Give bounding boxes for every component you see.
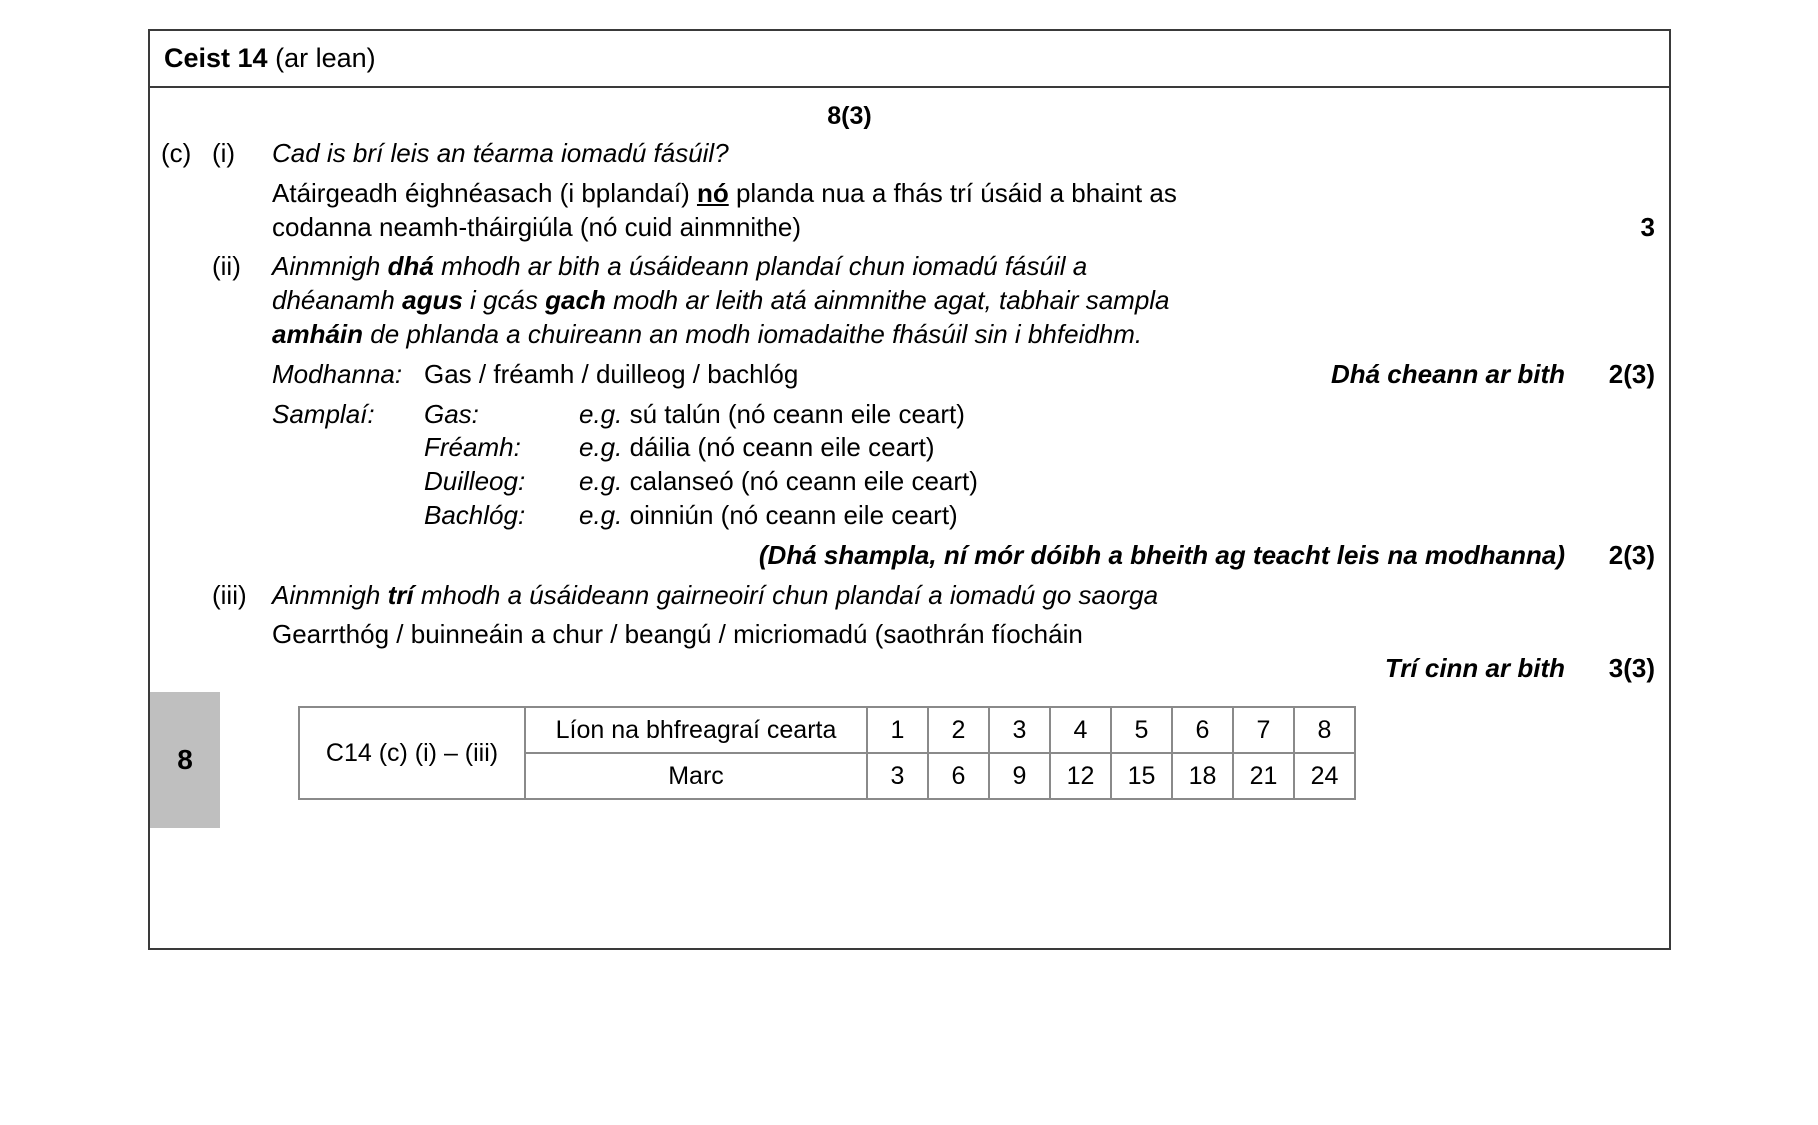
item-iii-note-wrap: [272, 652, 1591, 686]
item-ii-question-line-3: [272, 318, 1591, 352]
samplai-note-row: [150, 539, 1669, 573]
top-mark-allocation: 8(3): [827, 102, 872, 131]
samplai-row-4: [150, 499, 1669, 533]
samplai-type-duilleog: Duilleog:: [424, 466, 526, 497]
samplai-example-duilleog: [579, 465, 1575, 499]
marking-grid-wrapper: [298, 706, 1356, 800]
answer-i-text-c: planda nua a fhás trí úsáid a bhaint as: [728, 177, 1177, 208]
question-header: [150, 31, 1669, 88]
grid-row-counts: [299, 707, 1355, 753]
count-cell: 3: [989, 707, 1050, 753]
samplai-type-gas: Gas:: [424, 398, 479, 429]
modhanna-row: [150, 358, 1669, 392]
count-cell: 4: [1050, 707, 1111, 753]
item-iii-mark: 3(3): [1608, 653, 1655, 684]
item-i-mark: 3: [1640, 211, 1655, 242]
samplai-content-3: [272, 465, 1591, 499]
samplai-content-1: [272, 398, 1591, 432]
count-cell: 1: [867, 707, 928, 753]
mark-cell: 18: [1172, 753, 1233, 799]
eg-label-freamh: e.g.: [579, 432, 623, 463]
samplai-row-1: [150, 398, 1669, 432]
item-iii-answer-row: [150, 618, 1669, 652]
question-number: Ceist 14: [164, 43, 268, 73]
mark-cell: 21: [1233, 753, 1294, 799]
item-ii-question-line-2-row: [150, 284, 1669, 318]
item-i-answer-line-1: [272, 177, 1591, 211]
grid-header-marc: Marc: [525, 753, 867, 799]
samplai-example-bachlog: [579, 499, 1575, 533]
item-i-answer-line-2-row: [150, 211, 1669, 245]
modhanna-content: [272, 358, 1591, 392]
ii-q-keyword-dha: dhá: [387, 251, 434, 282]
eg-label-bachlog: e.g.: [579, 500, 623, 531]
mark-cell: 6: [928, 753, 989, 799]
count-cell: 7: [1233, 707, 1294, 753]
count-cell: 5: [1111, 707, 1172, 753]
ii-q3-b: de phlanda a chuireann an modh iomadaithe fhásúil sin i bhfeidhm.: [363, 319, 1143, 350]
count-cell: 2: [928, 707, 989, 753]
samplai-subrow-2: [272, 431, 1575, 465]
modhanna-value: Gas / fréamh / duilleog / bachlóg: [424, 358, 799, 389]
modhanna-note: Dhá cheann ar bith: [1330, 358, 1565, 389]
samplai-row-2: [150, 431, 1669, 465]
answer-content: [150, 88, 1669, 828]
item-iii-question-row: [150, 579, 1669, 613]
item-i-answer-line-2: codanna neamh-tháirgiúla (nó cuid ainmnithe): [272, 211, 801, 242]
item-iii-question-text: [272, 579, 1591, 613]
count-cell: 8: [1294, 707, 1355, 753]
modhanna-mark: 2(3): [1608, 358, 1655, 389]
example-text-gas: sú talún (nó ceann eile ceart): [629, 398, 965, 429]
example-text-freamh: dáilia (nó ceann eile ceart): [629, 432, 935, 463]
item-ii-roman: (ii): [212, 251, 241, 282]
samplai-note-wrap: [272, 539, 1591, 573]
item-i-question-text: Cad is brí leis an téarma iomadú fásúil?: [272, 138, 729, 169]
item-iii-note-row: [150, 652, 1669, 686]
ii-q-c: mhodh ar bith a úsáideann plandaí chun iomadú fásúil a: [433, 251, 1088, 282]
example-text-duilleog: calanseó (nó ceann eile ceart): [629, 466, 978, 497]
question-continued-text: (ar lean): [275, 43, 376, 73]
part-c-item-i-question-row: [150, 137, 1669, 171]
item-ii-question-line-1: [272, 250, 1591, 284]
item-iii-answer-text: Gearrthóg / buinneáin a chur / beangú / micriomadú (saothrán fíocháin: [272, 619, 1083, 650]
iii-q-keyword-tri: trí: [387, 579, 414, 610]
mark-cell: 9: [989, 753, 1050, 799]
ii-q-keyword-gach: gach: [545, 285, 606, 316]
item-ii-question-line-2: [272, 284, 1591, 318]
samplai-type-bachlog: Bachlóg:: [424, 500, 526, 531]
item-iii-roman: (iii): [212, 579, 247, 610]
mark-cell: 24: [1294, 753, 1355, 799]
grid-question-label: C14 (c) (i) – (iii): [299, 707, 525, 799]
ii-q-keyword-agus: agus: [402, 285, 463, 316]
ii-q2-a: dhéanamh: [272, 285, 403, 316]
iii-q-c: mhodh a úsáideann gairneoirí chun plandaí a iomadú go saorga: [413, 579, 1159, 610]
iii-q-a: Ainmnigh: [272, 579, 388, 610]
samplai-subrow-4: [272, 499, 1575, 533]
modhanna-label: Modhanna:: [272, 358, 403, 389]
total-mark-box: [150, 692, 220, 828]
bottom-marking-area: [150, 692, 1669, 828]
samplai-example-freamh: [579, 431, 1575, 465]
item-i-roman: (i): [212, 138, 236, 169]
samplai-mark: 2(3): [1608, 539, 1655, 570]
samplai-content-4: [272, 499, 1591, 533]
mark-cell: 12: [1050, 753, 1111, 799]
question-continued-label: [268, 43, 376, 73]
exam-question-table: [148, 29, 1671, 950]
question-body: [150, 88, 1669, 948]
total-mark-value: 8: [177, 744, 193, 775]
samplai-type-freamh: Fréamh:: [424, 432, 521, 463]
count-cell: 6: [1172, 707, 1233, 753]
eg-label-duilleog: e.g.: [579, 466, 623, 497]
marking-grid: [298, 706, 1356, 800]
mark-cell: 3: [867, 753, 928, 799]
item-ii-question-line-1-row: [150, 250, 1669, 284]
ii-q-a: Ainmnigh: [272, 251, 388, 282]
mark-cell: 15: [1111, 753, 1172, 799]
item-iii-note: Trí cinn ar bith: [1384, 653, 1565, 684]
grid-header-correct-answers: Líon na bhfreagraí cearta: [525, 707, 867, 753]
ii-q2-e: modh ar leith atá ainmnithe agat, tabhair sampla: [605, 285, 1170, 316]
answer-i-no-keyword: nó: [696, 177, 729, 208]
eg-label-gas: e.g.: [579, 398, 623, 429]
ii-q-keyword-amhain: amháin: [272, 319, 364, 350]
samplai-example-gas: [579, 398, 1575, 432]
answer-i-text-a: Atáirgeadh éighnéasach (i bplandaí): [272, 177, 697, 208]
samplai-subrow-3: [272, 465, 1575, 499]
example-text-bachlog: oinniún (nó ceann eile ceart): [629, 500, 958, 531]
ii-q2-c: i gcás: [462, 285, 546, 316]
samplai-label: Samplaí:: [272, 398, 375, 429]
item-i-answer-line-1-row: [150, 177, 1669, 211]
samplai-subrow-1: [272, 398, 1575, 432]
samplai-content-2: [272, 431, 1591, 465]
samplai-note: (Dhá shampla, ní mór dóibh a bheith ag teacht leis na modhanna): [758, 539, 1565, 570]
samplai-row-3: [150, 465, 1669, 499]
item-ii-question-line-3-row: [150, 318, 1669, 352]
modhanna-subrow: [272, 358, 1575, 392]
part-label: (c): [161, 138, 192, 169]
